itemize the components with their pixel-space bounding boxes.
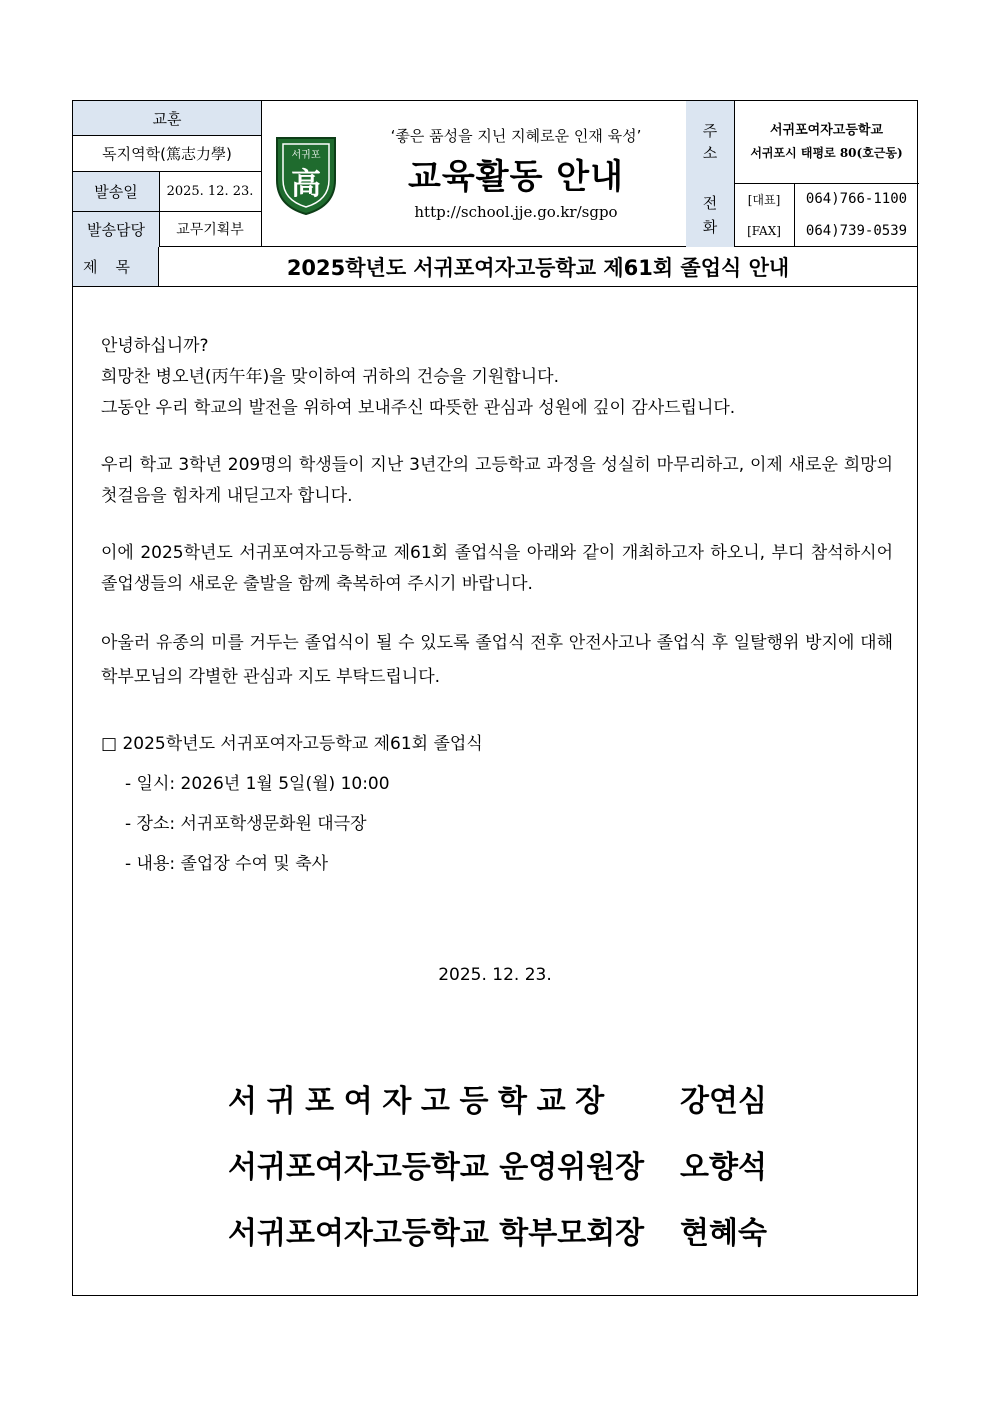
paragraph-1-line-2: 그동안 우리 학교의 발전을 위하여 보내주신 따뜻한 관심과 성원에 깊이 감사드립니다. [101, 398, 736, 418]
school-url[interactable]: http://school.jje.go.kr/sgpo [414, 203, 618, 221]
sent-date-label: 발송일 [73, 171, 159, 211]
school-logo-icon [273, 134, 339, 216]
notice-document [72, 100, 918, 1296]
fax-label: [FAX] [747, 224, 781, 238]
signatures [228, 1069, 767, 1267]
address: 서귀포여자고등학교 서귀포시 태평로 80(호근동) [750, 123, 903, 160]
tel-label: [대표] [747, 192, 781, 207]
signature-principal: 서귀포여자고등학교장 강연심 [228, 1084, 767, 1119]
subject-row [73, 247, 917, 287]
dept: 교무기획부 [176, 222, 244, 238]
document-header [73, 101, 917, 247]
letter-body [101, 331, 893, 884]
event-item-content: - 내용: 졸업장 수여 및 축사 [125, 854, 329, 874]
subject-label: 제목 [73, 247, 159, 286]
phone-label: 전 화 [686, 183, 734, 247]
event-item-datetime: - 일시: 2026년 1월 5일(월) 10:00 [125, 774, 390, 794]
slogan: ‘좋은 품성을 지닌 지혜로운 인재 육성’ [390, 127, 642, 145]
logo-text-top: 서귀포 [291, 150, 321, 161]
paragraph-2: 우리 학교 3학년 209명의 학생들이 지난 3년간의 고등학교 과정을 성실히 마무리하고, 이제 새로운 희망의 첫걸음을 힘차게 내딛고자 합니다. [101, 455, 893, 506]
page-title: 교육활동 안내 [408, 157, 624, 197]
subject-title: 2025학년도 서귀포여자고등학교 제61회 졸업식 안내 [286, 255, 790, 280]
motto: 독지역학(篤志力學) [102, 144, 232, 163]
event-heading: □ 2025학년도 서귀포여자고등학교 제61회 졸업식 [101, 734, 483, 754]
paragraph-3: 이에 2025학년도 서귀포여자고등학교 제61회 졸업식을 아래와 같이 개최하고자 하오니, 부디 참석하시어 졸업생들의 새로운 출발을 함께 축복하여 주시기 바랍니다. [101, 543, 893, 594]
motto-label: 교훈 [73, 101, 261, 135]
fax-number: 064)739-0539 [805, 223, 908, 239]
logo-text-center: 高 [291, 167, 321, 202]
header-center [261, 101, 686, 247]
event-section [101, 724, 893, 884]
paragraph-4: 아울러 유종의 미를 거두는 졸업식이 될 수 있도록 졸업식 전후 안전사고나 졸업식 후 일탈행위 방지에 대해 학부모님의 각별한 관심과 지도 부탁드립니다. [101, 633, 893, 687]
paragraph-1-line-1: 희망찬 병오년(丙午年)을 맞이하여 귀하의 건승을 기원합니다. [101, 367, 559, 387]
event-item-place: - 장소: 서귀포학생문화원 대극장 [125, 814, 367, 834]
address-label: 주 소 [686, 101, 734, 183]
greeting: 안녕하십니까? [101, 336, 209, 356]
signature-committee-chair: 서귀포여자고등학교 운영위원장 오향석 [228, 1150, 767, 1185]
signature-parents-chair: 서귀포여자고등학교 학부모회장 현혜숙 [228, 1216, 767, 1251]
tel-number: 064)766-1100 [805, 191, 908, 207]
sent-date: 2025. 12. 23. [166, 183, 254, 199]
dept-label: 발송담당 [73, 211, 159, 247]
issue-date: 2025. 12. 23. [438, 965, 552, 985]
